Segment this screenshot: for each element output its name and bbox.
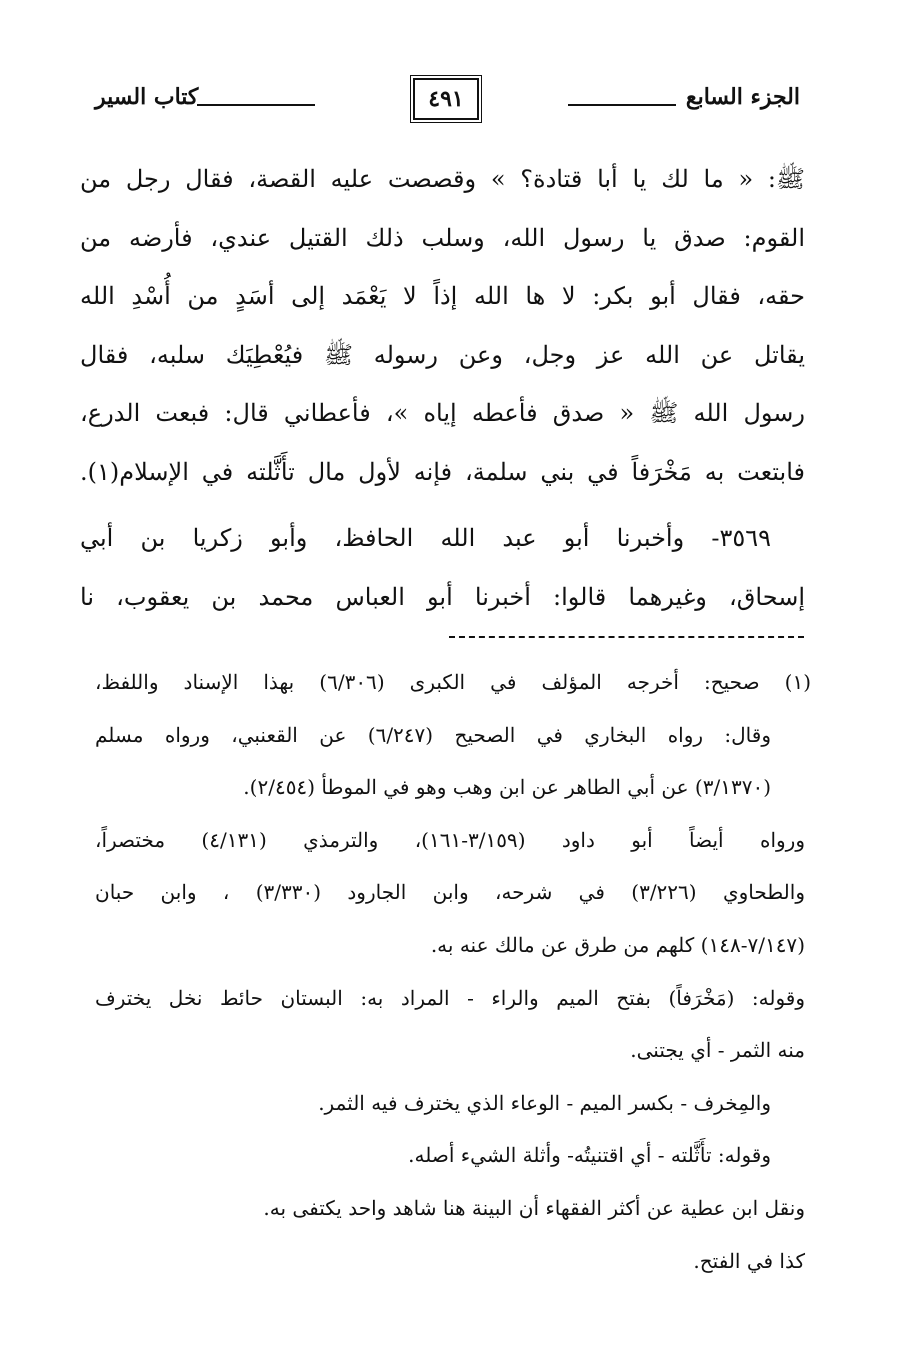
footnote-line: ورواه أيضاً أبو داود (٣/١٥٩-١٦١)، والترمذي (٤/١٣١) مختصراً، — [95, 827, 805, 852]
page-number: ٤٩١ — [413, 78, 479, 120]
footnote-line: والمِخرف - بكسر الميم - الوعاء الذي يخترف فيه الثمر. — [318, 1090, 771, 1115]
footnote-line: (١) صحيح: أخرجه المؤلف في الكبرى (٦/٣٠٦) بهذا الإسناد واللفظ، — [95, 670, 811, 694]
header-rule-left — [197, 104, 315, 106]
text-line: حقه، فقال أبو بكر: لا ها الله إذاً لا يَعْمَد إلى أسَدٍ من أُسْدِ الله — [80, 282, 805, 310]
footnote-line: والطحاوي (٣/٢٢٦) في شرحه، وابن الجارود (٣/٣٣٠) ، وابن حبان — [95, 880, 805, 905]
volume-title: الجزء السابع — [685, 84, 800, 110]
text-line: يقاتل عن الله عز وجل، وعن رسوله ﷺ فيُعْطِيَك سلبه، فقال — [80, 340, 805, 369]
footnote-line: منه الثمر - أي يجتنى. — [630, 1038, 805, 1063]
text-line: رسول الله ﷺ « صدق فأعطه إياه »، فأعطاني قال: فبعت الدرع، — [80, 399, 805, 427]
header-rule-right — [568, 104, 676, 106]
footnote-line: (٣/١٣٧٠) عن أبي الطاهر عن ابن وهب وهو في الموطأ (٢/٤٥٤). — [243, 775, 771, 800]
text-line: إسحاق، وغيرهما قالوا: أخبرنا أبو العباس محمد بن يعقوب، نا — [80, 582, 805, 611]
book-title: كتاب السير — [95, 84, 199, 110]
footnote-line: ونقل ابن عطية عن أكثر الفقهاء أن البينة هنا شاهد واحد يكتفى به. — [263, 1195, 805, 1220]
footnotes — [95, 656, 811, 1287]
text-line: القوم: صدق يا رسول الله، وسلب ذلك القتيل عندي، فأرضه من — [80, 223, 805, 252]
footnote-line: وقوله: (مَخْرَفاً) بفتح الميم والراء - المراد به: البستان حائط نخل يخترف — [95, 985, 805, 1010]
text-line: فابتعت به مَخْرَفاً في بني سلمة، فإنه لأول مال تأَثَّلته في الإسلام(١). — [80, 457, 805, 486]
footnote-line: (٧/١٤٧-١٤٨) كلهم من طرق عن مالك عنه به. — [430, 932, 805, 957]
text-line: ٣٥٦٩- وأخبرنا أبو عبد الله الحافظ، وأبو زكريا بن أبي — [80, 524, 771, 552]
text-line: ﷺ: « ما لك يا أبا قتادة؟ » وقصصت عليه القصة، فقال رجل من — [80, 165, 805, 193]
footnote-line: وقوله: تأَثَّلته - أي اقتنيتُه- وأثلة الشيء أصله. — [408, 1143, 771, 1168]
footnote-line: كذا في الفتح. — [693, 1248, 805, 1273]
running-header — [95, 78, 800, 122]
footnote-line: وقال: رواه البخاري في الصحيح (٦/٢٤٧) عن القعنبي، ورواه مسلم — [95, 722, 771, 747]
main-text — [80, 150, 805, 626]
footnote-divider — [449, 636, 804, 638]
